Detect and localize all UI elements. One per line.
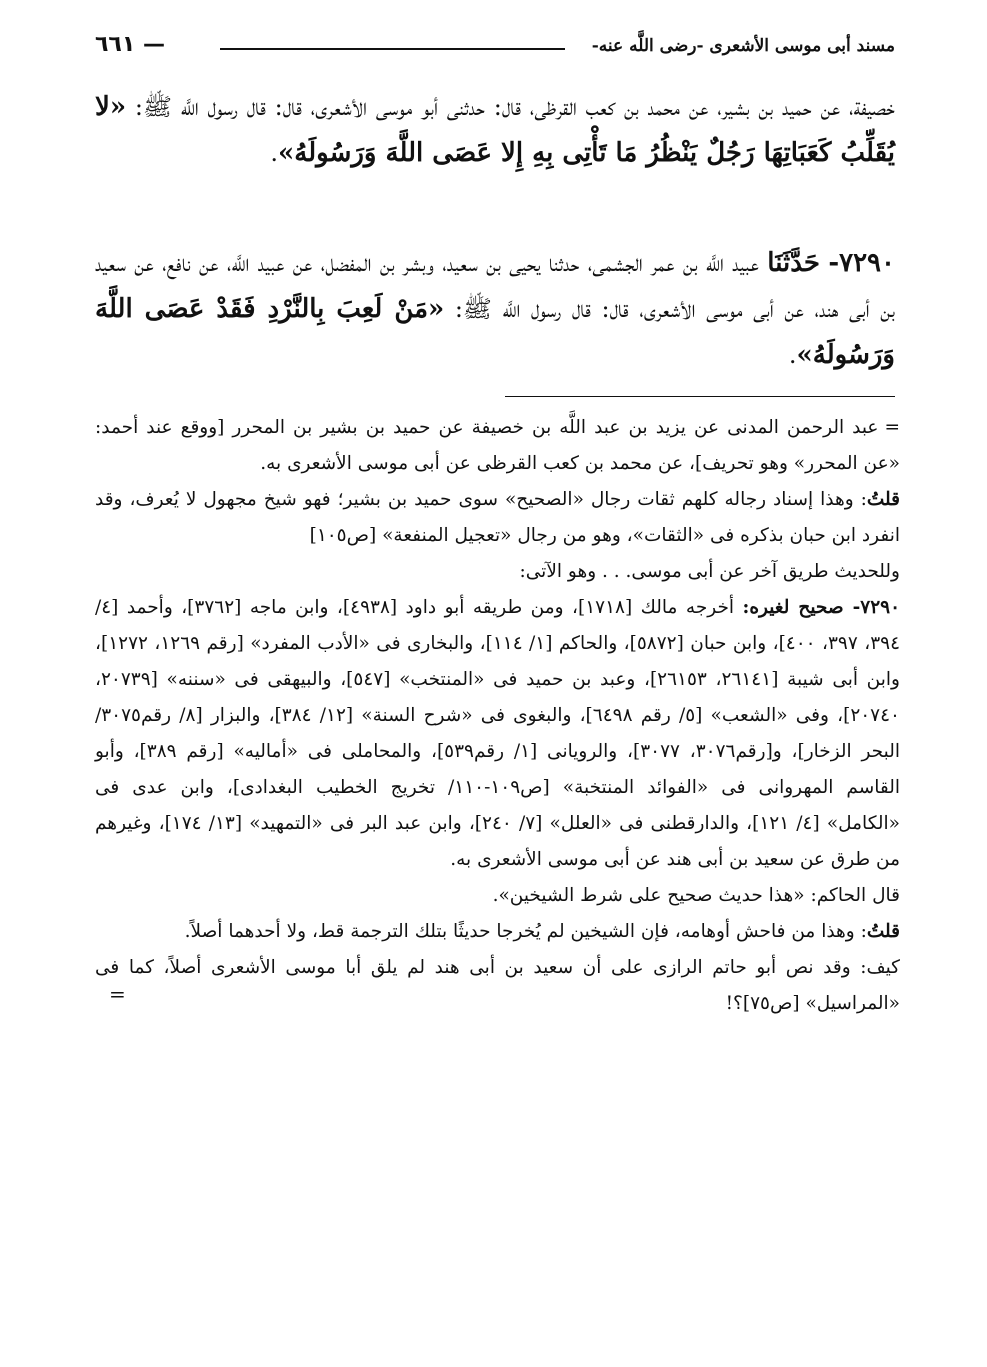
running-title: مسند أبى موسى الأشعرى -رضى اللَّه عنه- — [591, 36, 895, 56]
haddathana-word: حَدَّثَنَا — [767, 248, 821, 278]
hadith-2-text: «مَنْ لَعِبَ بِالنَّرْدِ فَقَدْ عَصَى اللَّهَ وَرَسُولَهُ» — [95, 294, 895, 370]
paragraph-2-text: عبيد اللَّه بن عمر الجشمى، حدثنا يحيى بن سعيد، وبشر بن المفضل، عن عبيد اللَّه، عن نافع، عن سعيد بن أبى هند، عن أبى موسى الأشعرى، قال: قال رسول اللَّه ﷺ: — [95, 249, 895, 323]
footnote-text-1: عبد الرحمن المدنى عن يزيد بن عبد اللَّه بن خصيفة عن حميد بن بشير بن المحرر [ووقع عند أحمد: «عن المحرر» وهو تحريف]، عن محمد بن كعب القرظى عن أبى موسى الأشعرى به. — [95, 417, 900, 474]
footnote-takhrij — [95, 590, 900, 878]
hadith-1-text: «لا يُقَلِّبُ كَعَبَاتِهَا رَجُلٌ يَنْظُرُ مَا تَأْتِى بِهِ إِلا عَصَى اللَّهَ وَرَسُولَهُ» — [95, 92, 895, 168]
hadith-paragraph-2 — [95, 240, 895, 378]
footnote-kayfa: كيف: وقد نص أبو حاتم الرازى على أن سعيد بن أبى هند لم يلق أبا موسى الأشعرى أصلاً، كما فى «المراسيل» [ص٧٥]؟! — [95, 957, 900, 1014]
footnote-continuation — [95, 410, 900, 482]
qultu-label: قلتُ — [866, 489, 900, 510]
header-rule — [220, 48, 565, 50]
footnote-other-route: وللحديث طريق آخر عن أبى موسى. . . وهو الآتى: — [519, 561, 900, 582]
footnote-text-2: : وهذا إسناد رجاله كلهم ثقات رجال «الصحيح» سوى حميد بن بشير؛ فهو شيخ مجهول لا يُعرف، وقد انفرد ابن حبان بذكره فى «الثقات»، وهو من رجال «تعجيل المنفعة» [ص١٠٥] — [95, 489, 900, 546]
footnote-divider — [505, 396, 895, 397]
continuation-end-mark: = — [109, 982, 126, 1006]
paragraph-1-end: . — [270, 139, 279, 167]
footnote-text-4: : وهذا من فاحش أوهامه، فإن الشيخين لم يُخرجا حديثًا بتلك الترجمة قط، ولا أحدهما أصلاً. — [184, 921, 867, 942]
footnote-qultu — [95, 482, 900, 554]
qultu-label-2: قلتُ — [866, 921, 900, 942]
footnotes — [95, 410, 900, 1022]
footnote-qultu-2 — [95, 914, 900, 950]
paragraph-1-text: خصيفة، عن حميد بن بشير، عن محمد بن كعب القرظى، قال: حدثنى أبو موسى الأشعرى، قال: قال رسول اللَّه ﷺ: — [126, 93, 895, 121]
hadith-number: ٧٢٩٠- — [828, 248, 895, 278]
continuation-mark: = — [884, 417, 900, 438]
hadith-paragraph-1 — [95, 84, 895, 176]
footnote-hakim: قال الحاكم: «هذا حديث صحيح على شرط الشيخين». — [492, 885, 900, 906]
page-header — [95, 28, 895, 64]
paragraph-2-end: . — [788, 341, 797, 369]
takhrij-label: ٧٢٩٠- صحيح لغيره: — [742, 597, 901, 618]
takhrij-text: أخرجه مالك [١٧١٨]، ومن طريقه أبو داود [٤٩٣٨]، وابن ماجه [٣٧٦٢]، وأحمد [٤/ ٣٩٤، ٣٩٧، ٤٠٠]، وابن حبان [٥٨٧٢]، والحاكم [١/ ١١٤]، والبخارى فى «الأدب المفرد» [رقم ١٢٦٩، ١٢٧٢]، وابن أبى شيبة [٢٦١٤١، ٢٦١٥٣]، وعبد بن حميد فى «المنتخب» [٥٤٧]، والبيهقى فى «سننه» [٢٠٧٣٩، ٢٠٧٤٠]، وفى «الشعب» [٥/ رقم ٦٤٩٨]، والبغوى فى «شرح السنة» [١٢/ ٣٨٤]، والبزار [٨/ رقم٣٠٧٥/ البحر الزخار]، و[رقم٣٠٧٦، ٣٠٧٧]، والرويانى [١/ رقم٥٣٩]، والمحاملى فى «أماليه» [رقم ٣٨٩]، وأبو القاسم المهروانى فى «الفوائد المنتخبة» [ص١٠٩-١١٠/ تخريج الخطيب البغدادى]، وابن عدى فى «الكامل» [٤/ ١٢١]، والدارقطنى فى «العلل» [٧/ ٢٤٠]، وابن عبد البر فى «التمهيد» [١٣/ ١٧٤]، وغيرهم من طرق عن سعيد بن أبى هند عن أبى موسى الأشعرى به. — [95, 597, 901, 870]
page-number: ٦٦١ — — [95, 32, 165, 57]
